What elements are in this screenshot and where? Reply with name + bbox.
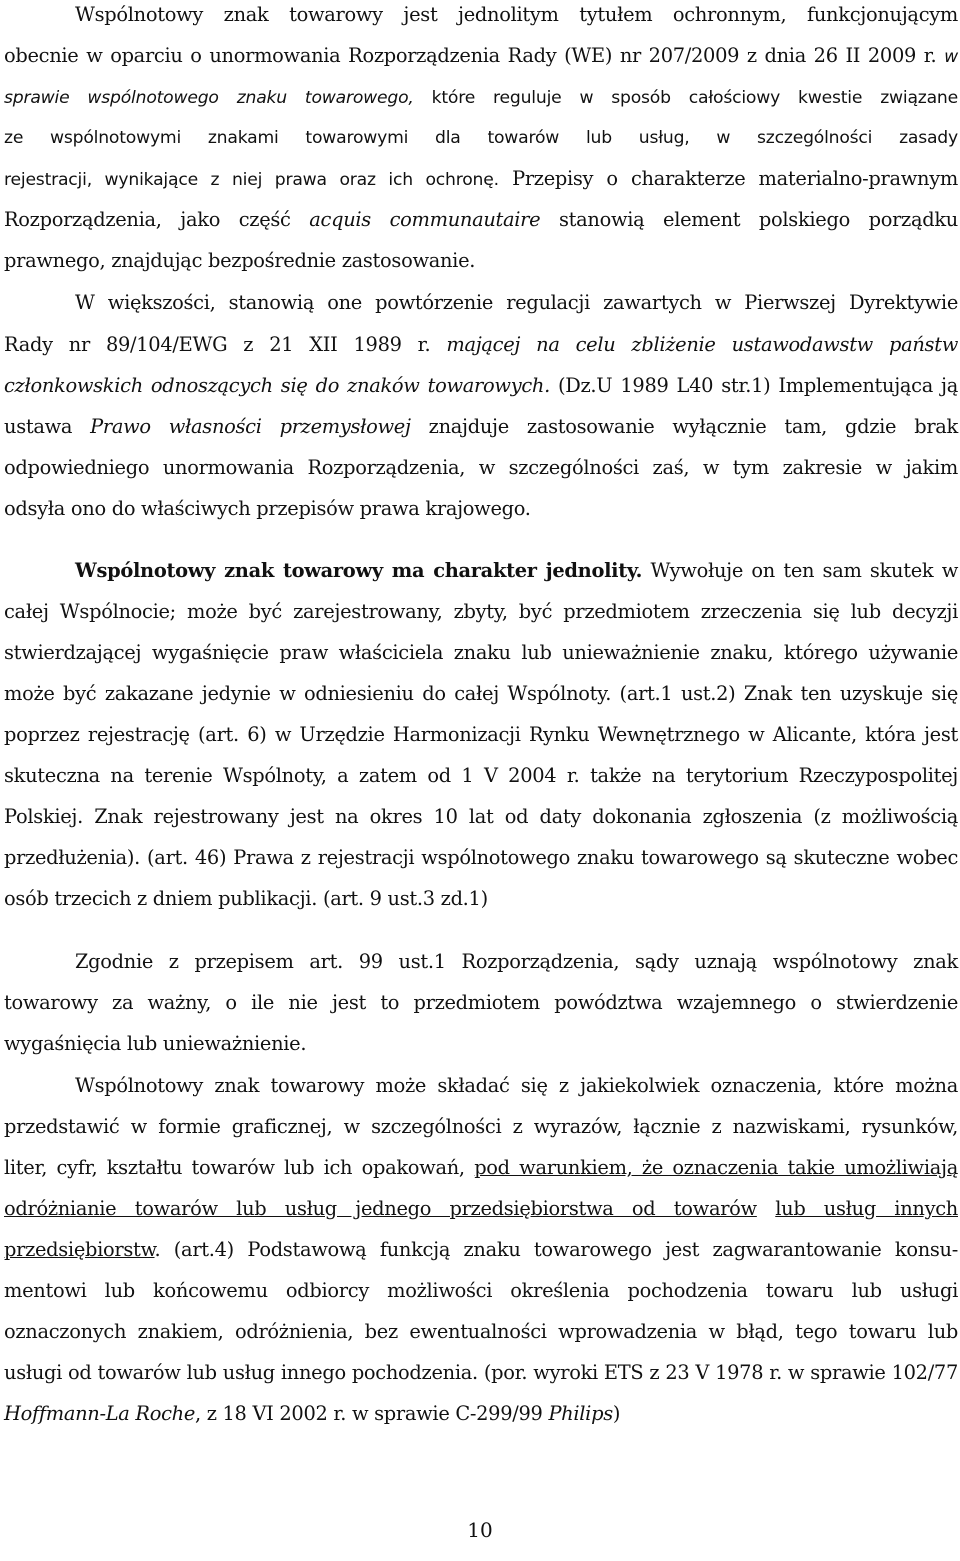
text-line: Rozporządzenia, jako część acquis communautaire stanowią element polskiego porządku <box>4 208 958 231</box>
text-line: skuteczna na terenie Wspólnoty, a zatem od 1 V 2004 r. także na terytorium Rzeczypospolitej <box>4 764 958 787</box>
text-line: może być zakazane jedynie w odniesieniu do całej Wspólnoty. (art.1 ust.2) Znak ten uzyskuje się <box>4 682 958 705</box>
text-line: przedstawić w formie graficznej, w szczególności z wyrazów, łącznie z nazwiskami, rysunków, <box>4 1115 958 1138</box>
text-line: ustawa Prawo własności przemysłowej znajduje zastosowanie wyłącznie tam, gdzie brak <box>4 415 958 438</box>
text-line: prawnego, znajdując bezpośrednie zastosowanie. <box>4 249 476 272</box>
text-line: sprawie wspólnotowego znaku towarowego, które reguluje w sposób całościowy kwestie związane <box>4 88 959 108</box>
text-line: Zgodnie z przepisem art. 99 ust.1 Rozporządzenia, sądy uznają wspólnotowy znak <box>75 950 958 973</box>
text-line: wygaśnięcia lub unieważnienie. <box>4 1032 307 1055</box>
text-line: osób trzecich z dniem publikacji. (art. 9 ust.3 zd.1) <box>4 887 488 910</box>
text-line: stwierdzającej wygaśnięcie praw właściciela znaku lub unieważnienie znaku, którego używanie <box>4 641 958 664</box>
text-line: liter, cyfr, kształtu towarów lub ich opakowań, pod warunkiem, że oznaczenia takie umożliwiają <box>4 1156 958 1179</box>
text-line: odpowiedniego unormowania Rozporządzenia, w szczególności zaś, w tym zakresie w jakim <box>4 456 958 479</box>
text-line: poprzez rejestrację (art. 6) w Urzędzie Harmonizacji Rynku Wewnętrznego w Alicante, która jest <box>4 723 958 746</box>
page-number: 10 <box>467 1518 493 1542</box>
text-line: przedłużenia). (art. 46) Prawa z rejestracji wspólnotowego znaku towarowego są skuteczne wobec <box>4 846 958 869</box>
text-line: Polskiej. Znak rejestrowany jest na okres 10 lat od daty dokonania zgłoszenia (z możliwością <box>4 805 958 828</box>
text-line: przedsiębiorstw. (art.4) Podstawową funkcją znaku towarowego jest zagwarantowanie konsu- <box>4 1238 958 1261</box>
text-line: Rady nr 89/104/EWG z 21 XII 1989 r. mającej na celu zbliżenie ustawodawstw państw <box>4 333 958 356</box>
text-line: obecnie w oparciu o unormowania Rozporządzenia Rady (WE) nr 207/2009 z dnia 26 II 2009 r. w <box>4 44 958 67</box>
text-line: towarowy za ważny, o ile nie jest to przedmiotem powództwa wzajemnego o stwierdzenie <box>4 991 958 1014</box>
text-line: odróżnianie towarów lub usług jednego przedsiębiorstwa od towarów lub usług innych <box>4 1197 958 1220</box>
text-line: odsyła ono do właściwych przepisów prawa krajowego. <box>4 497 531 520</box>
text-line: usługi od towarów lub usług innego pochodzenia. (por. wyroki ETS z 23 V 1978 r. w sprawie 102/77 <box>4 1361 958 1384</box>
text-line: ze wspólnotowymi znakami towarowymi dla towarów lub usług, w szczególności zasady <box>4 128 958 148</box>
text-line: członkowskich odnoszących się do znaków towarowych. (Dz.U 1989 L40 str.1) Implementująca ją <box>4 374 959 397</box>
text-line: całej Wspólnocie; może być zarejestrowany, zbyty, być przedmiotem zrzeczenia się lub decyzji <box>4 600 958 623</box>
text-line: Wspólnotowy znak towarowy ma charakter jednolity. Wywołuje on ten sam skutek w <box>75 559 958 582</box>
text-line: oznaczonych znakiem, odróżnienia, bez ewentualności wprowadzenia w błąd, tego towaru lub <box>4 1320 958 1343</box>
text-line: Hoffmann-La Roche, z 18 VI 2002 r. w sprawie C-299/99 Philips) <box>4 1402 621 1425</box>
text-line: W większości, stanowią one powtórzenie regulacji zawartych w Pierwszej Dyrektywie <box>75 291 958 314</box>
text-line: Wspólnotowy znak towarowy może składać się z jakiekolwiek oznaczenia, które można <box>75 1074 958 1097</box>
text-line: rejestracji, wynikające z niej prawa oraz ich ochronę. Przepisy o charakterze materialno-prawnym <box>4 167 958 190</box>
text-line: Wspólnotowy znak towarowy jest jednolitym tytułem ochronnym, funkcjonującym <box>75 3 958 26</box>
text-line: mentowi lub końcowemu odbiorcy możliwości określenia pochodzenia towaru lub usługi <box>4 1279 958 1302</box>
